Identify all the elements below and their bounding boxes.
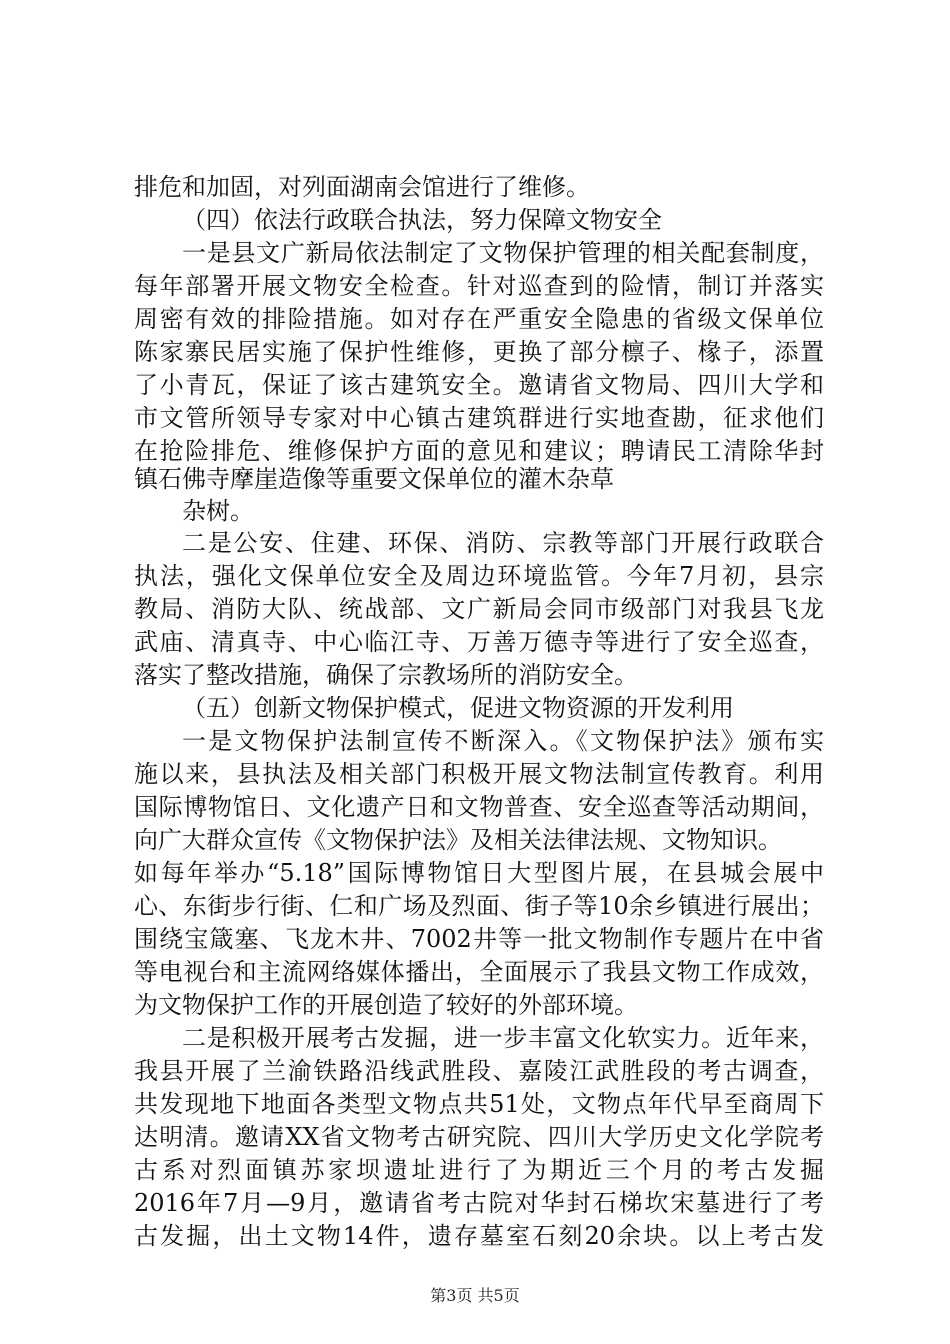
text-line: 市文管所领导专家对中心镇古建筑群进行实地查勘，征求他们	[134, 404, 824, 432]
text-line: 武庙、清真寺、中心临江寺、万善万德寺等进行了安全巡查，	[134, 628, 824, 656]
text-line: 二是积极开展考古发掘，进一步丰富文化软实力。近年来，	[182, 1024, 824, 1052]
text-line: 执法，强化文保单位安全及周边环境监管。今年7月初，县宗	[134, 562, 824, 590]
text-line: 心、东街步行街、仁和广场及烈面、街子等10余乡镇进行展出；	[134, 892, 824, 920]
text-line: 达明清。邀请XX省文物考古研究院、四川大学历史文化学院考	[134, 1123, 824, 1151]
text-line: 排危和加固，对列面湖南会馆进行了维修。	[134, 173, 590, 201]
text-line: 为文物保护工作的开展创造了较好的外部环境。	[134, 991, 638, 1019]
text-line: 向广大群众宣传《文物保护法》及相关法律法规、文物知识。	[134, 826, 782, 854]
text-line: 一是县文广新局依法制定了文物保护管理的相关配套制度，	[182, 239, 824, 267]
text-line: 共发现地下地面各类型文物点共51处，文物点年代早至商周下	[134, 1090, 824, 1118]
text-line: 古发掘，出土文物14件，遗存墓室石刻20余块。以上考古发	[134, 1222, 824, 1250]
page-number-footer: 第3页 共5页	[430, 1286, 520, 1305]
text-line: 每年部署开展文物安全检查。针对巡查到的险情，制订并落实	[134, 272, 824, 300]
text-line: 落实了整改措施，确保了宗教场所的消防安全。	[134, 661, 638, 689]
text-line: 一是文物保护法制宣传不断深入。《文物保护法》颁布实	[182, 727, 824, 755]
text-line: 二是公安、住建、环保、消防、宗教等部门开展行政联合	[182, 529, 824, 557]
text-line: 古系对烈面镇苏家坝遗址进行了为期近三个月的考古发掘	[134, 1156, 824, 1184]
text-line: 陈家寨民居实施了保护性维修，更换了部分檩子、椽子，添置	[134, 338, 824, 366]
text-line: 如每年举办“5.18”国际博物馆日大型图片展，在县城会展中	[134, 859, 824, 887]
section-heading: （四）依法行政联合执法，努力保障文物安全	[182, 206, 662, 234]
text-line: 周密有效的排险措施。如对存在严重安全隐患的省级文保单位	[134, 305, 824, 333]
text-line: 在抢险排危、维修保护方面的意见和建议；聘请民工清除华封	[134, 437, 824, 465]
text-line: 我县开展了兰渝铁路沿线武胜段、嘉陵江武胜段的考古调查，	[134, 1057, 824, 1085]
text-line: 围绕宝箴塞、飞龙木井、7002井等一批文物制作专题片在中省	[134, 925, 824, 953]
text-line: 2016年7月—9月，邀请省考古院对华封石梯坎宋墓进行了考	[134, 1189, 824, 1217]
text-line: 教局、消防大队、统战部、文广新局会同市级部门对我县飞龙	[134, 595, 824, 623]
text-line: 国际博物馆日、文化遗产日和文物普查、安全巡查等活动期间，	[134, 793, 824, 821]
text-line: 镇石佛寺摩崖造像等重要文保单位的灌木杂草	[134, 465, 614, 493]
text-line: 杂树。	[182, 497, 254, 525]
text-line: 等电视台和主流网络媒体播出，全面展示了我县文物工作成效，	[134, 958, 824, 986]
text-line: 施以来，县执法及相关部门积极开展文物法制宣传教育。利用	[134, 760, 824, 788]
text-line: 了小青瓦，保证了该古建筑安全。邀请省文物局、四川大学和	[134, 371, 824, 399]
section-heading: （五）创新文物保护模式，促进文物资源的开发利用	[182, 694, 734, 722]
